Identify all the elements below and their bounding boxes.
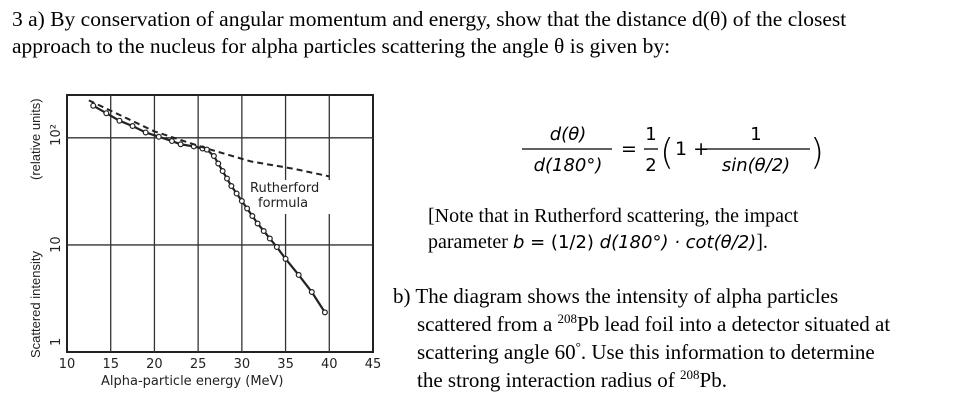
part-b-line4-a: the strong interaction radius of [417,368,681,392]
isotope-mass-2: 208 [680,367,700,382]
data-point-13 [220,169,225,174]
note-eq: = (1/2) [524,232,600,253]
note-line2-prefix: parameter [428,231,513,253]
annotation-word-2: formula [258,196,309,211]
eq-close-paren: ) [810,132,825,173]
eq-open-paren: ( [660,132,675,173]
y-tick-0: 1 [49,337,64,346]
y-tick-2: 10² [49,124,64,146]
part-b-line2-a: scattered from a [417,312,558,336]
data-point-11 [211,154,216,159]
note-text [428,203,953,256]
data-point-1 [104,111,109,116]
element-symbol: Pb [577,312,600,336]
data-point-27 [323,310,328,315]
part-b-line-1 [393,282,953,310]
data-point-25 [296,273,301,278]
eq-frac-numerator: 1 [750,124,762,145]
equation-svg [520,118,840,182]
x-tick-15: 15 [102,357,119,372]
x-tick-35: 35 [277,357,294,372]
data-point-12 [216,161,221,166]
x-tick-labels [59,357,382,372]
note-d180: d(180°) [599,232,669,253]
part-b-text [393,282,953,394]
degree-mark: ° [575,339,581,354]
data-point-6 [170,139,175,144]
y-axis-label: Scattered intensity [28,251,43,358]
x-tick-20: 20 [146,357,163,372]
note-cot: · cot(θ/2) [668,232,757,253]
eq-frac-denominator: sin(θ/2) [721,155,791,176]
data-point-7 [178,142,183,147]
note-line-1: [Note that in Rutherford scattering, the impact [428,205,799,227]
part-b-line1-text: The diagram shows the intensity of alpha particles [415,284,839,308]
data-point-19 [250,214,255,219]
data-point-20 [255,221,260,226]
y-axis-units: (relative units) [28,98,43,180]
question-line-2: approach to the nucleus for alpha particles scattering the angle θ is given by: [12,34,671,58]
x-tick-45: 45 [364,357,382,372]
data-point-4 [143,130,148,135]
data-point-0 [91,103,96,108]
part-b-line2-b: lead foil into a detector situated at [599,312,891,336]
eq-equals: = [621,138,637,160]
x-tick-10: 10 [58,357,76,372]
note-line2-end: ]. [756,231,768,253]
x-tick-40: 40 [321,357,338,372]
data-point-5 [156,134,161,139]
part-b-label: b) [393,284,411,308]
data-point-18 [245,206,250,211]
y-tick-labels [49,124,64,346]
part-b-line4-end: . [721,368,727,392]
intensity-chart [0,88,388,406]
x-tick-30: 30 [233,357,251,372]
data-point-24 [283,256,288,261]
question-text [12,6,952,60]
x-tick-25: 25 [189,357,207,372]
eq-one-plus: 1 + [675,138,710,160]
isotope-mass: 208 [557,311,578,326]
part-b-line-4 [393,366,953,394]
note-line-2 [428,229,953,256]
data-point-22 [267,236,272,241]
x-axis-label: Alpha-particle energy (MeV) [101,374,284,389]
eq-half-denominator: 2 [645,155,657,176]
data-point-16 [234,191,239,196]
data-point-14 [225,176,230,181]
part-b-line3-a: scattering angle 60 [417,340,576,364]
part-b-line-2 [393,310,953,338]
data-point-21 [261,229,266,234]
eq-half-numerator: 1 [645,124,657,145]
eq-lhs-numerator: d(θ) [549,124,587,145]
question-line-1: 3 a) By conservation of angular momentum and energy, show that the distance d(θ) of the closest [12,7,847,31]
data-point-2 [117,118,122,123]
element-symbol-2: Pb [699,368,722,392]
data-point-15 [229,184,234,189]
annotation-word-1: Rutherford [250,181,320,196]
note-b-var: b [512,232,525,253]
y-tick-1: 10 [49,236,64,253]
data-point-26 [309,290,314,295]
part-b-line-3 [393,338,953,366]
part-b-line3-b: . Use this information to determine [580,340,875,364]
closest-approach-equation [520,118,840,182]
chart-svg [0,88,388,406]
eq-lhs-denominator: d(180°) [533,155,603,176]
data-point-23 [274,245,279,250]
data-point-3 [130,124,135,129]
data-point-17 [239,199,244,204]
